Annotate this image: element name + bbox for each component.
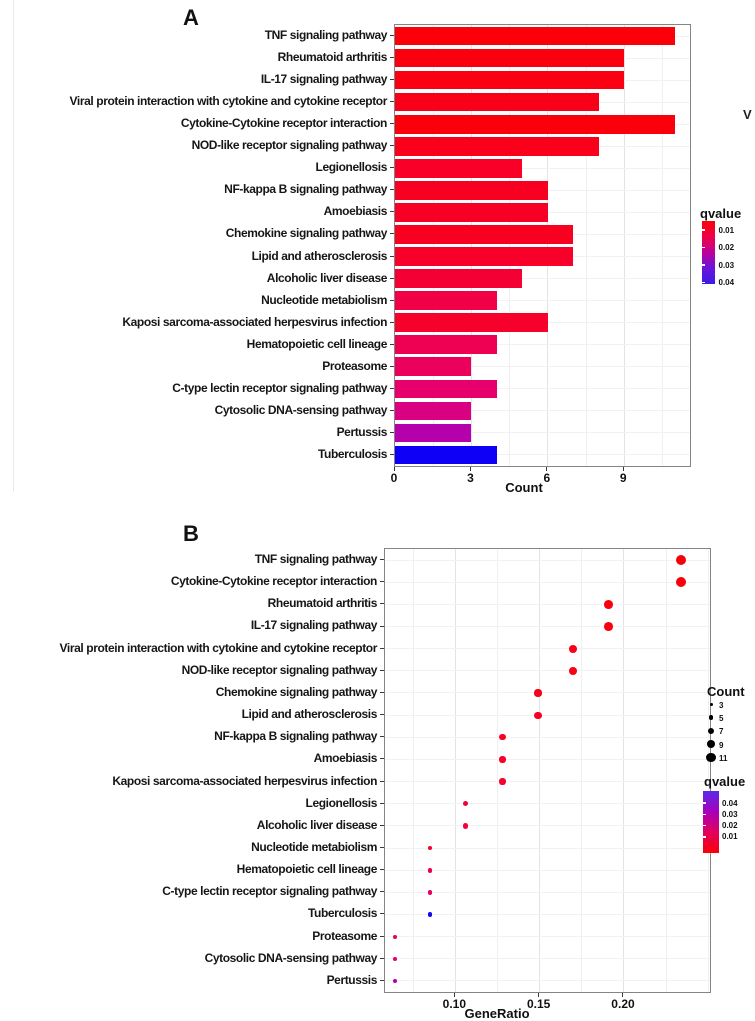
x-tick-label: 9 — [619, 471, 627, 485]
dot — [534, 712, 541, 719]
gridline-horizontal — [385, 626, 710, 627]
pathway-label: Alcoholic liver disease — [256, 817, 377, 832]
x-tick-label: 0.10 — [442, 997, 467, 1011]
gridline-vertical — [666, 549, 667, 992]
pathway-label: Rheumatoid arthritis — [267, 596, 377, 611]
cropped-edge-text: V — [743, 107, 752, 122]
gridline-horizontal — [385, 648, 710, 649]
dot — [499, 734, 505, 740]
x-axis-title: Count — [505, 480, 543, 495]
legend-qvalue-tick-label: 0.02 — [722, 821, 738, 831]
gridline-horizontal — [385, 781, 710, 782]
gridline-horizontal — [385, 803, 710, 804]
dot — [393, 957, 397, 961]
gridline-horizontal — [385, 914, 710, 915]
panel-a-letter: A — [183, 5, 199, 30]
legend-count-label: 11 — [719, 754, 728, 764]
y-tick-mark — [380, 714, 384, 715]
gridline-horizontal — [385, 870, 710, 871]
legend-gradient-tick-mark — [703, 802, 706, 804]
legend-count-dot — [707, 740, 715, 748]
dot — [604, 600, 613, 609]
dot — [393, 935, 397, 939]
gridline-horizontal — [385, 892, 710, 893]
pathway-label: NOD-like receptor signaling pathway — [191, 138, 387, 153]
dot — [393, 979, 397, 983]
legend-qvalue-title: qvalue — [700, 206, 742, 221]
y-tick-mark — [380, 581, 384, 582]
gridline-vertical — [539, 549, 540, 992]
dot — [676, 577, 686, 587]
pathway-label: Cytosolic DNA-sensing pathway — [214, 402, 387, 417]
gridline-horizontal — [385, 848, 710, 849]
y-tick-mark — [380, 648, 384, 649]
pathway-label: Chemokine signaling pathway — [225, 226, 387, 241]
legend-qvalue-tick-label: 0.04 — [722, 798, 738, 808]
gridline-horizontal — [385, 759, 710, 760]
pathway-label: Hematopoietic cell lineage — [236, 862, 377, 877]
pathway-label: Rheumatoid arthritis — [277, 50, 387, 65]
y-tick-mark — [380, 603, 384, 604]
legend-count-dot — [708, 728, 714, 734]
gridline-horizontal — [385, 958, 710, 959]
pathway-label: Lipid and atherosclerosis — [241, 707, 377, 722]
legend-count-dot — [709, 715, 714, 720]
gridline-horizontal — [385, 692, 710, 693]
legend-qvalue-tick-label: 0.01 — [722, 832, 738, 842]
pathway-label: Tuberculosis — [308, 906, 377, 921]
pathway-label: Viral protein interaction with cytokine and cytokine receptor — [69, 94, 387, 109]
pathway-label: Viral protein interaction with cytokine and cytokine receptor — [59, 640, 377, 655]
gridline-vertical — [413, 549, 414, 992]
pathway-label: Nucleotide metabiolism — [261, 292, 387, 307]
dot — [463, 823, 469, 829]
dot — [569, 645, 577, 653]
pathway-label: Lipid and atherosclerosis — [251, 248, 387, 263]
gridline-horizontal — [385, 980, 710, 981]
pathway-label: IL-17 signaling pathway — [260, 72, 387, 87]
pathway-label: Tuberculosis — [318, 446, 387, 461]
gridline-vertical — [497, 549, 498, 992]
pathway-label: Legionellosis — [315, 160, 387, 175]
pathway-label: Amoebiasis — [313, 751, 377, 766]
pathway-label: Alcoholic liver disease — [266, 270, 387, 285]
pathway-label: Proteasome — [312, 928, 377, 943]
pathway-label: Proteasome — [322, 358, 387, 373]
legend-count-dot — [706, 753, 715, 762]
gridline-vertical — [581, 549, 582, 992]
panel-b-letter: B — [183, 521, 199, 546]
legend-gradient-tick-mark — [703, 814, 706, 816]
pathway-label: Nucleotide metabiolism — [251, 839, 377, 854]
pathway-label: C-type lectin receptor signaling pathway — [172, 380, 387, 395]
pathway-label: Kaposi sarcoma-associated herpesvirus infection — [122, 314, 387, 329]
y-tick-mark — [380, 913, 384, 914]
pathway-label: TNF signaling pathway — [254, 552, 377, 566]
dot — [428, 912, 433, 917]
y-tick-mark — [380, 670, 384, 671]
x-tick-label: 0.15 — [526, 997, 551, 1011]
pathway-label: IL-17 signaling pathway — [250, 618, 377, 633]
dot — [569, 667, 577, 675]
legend-qvalue-gradient — [703, 791, 719, 853]
x-tick-label: 6 — [543, 471, 551, 485]
legend-count-label: 9 — [719, 740, 724, 750]
gridline-horizontal — [385, 737, 710, 738]
pathway-label: Amoebiasis — [323, 204, 387, 219]
pathway-label: Legionellosis — [305, 795, 377, 810]
pathway-label: Chemokine signaling pathway — [215, 684, 377, 699]
x-tick-label: 0.20 — [611, 997, 635, 1011]
legend-qvalue-tick-label: 0.02 — [718, 243, 735, 252]
pathway-label: Cytosolic DNA-sensing pathway — [204, 950, 377, 965]
y-tick-mark — [380, 847, 384, 848]
dot — [676, 555, 686, 565]
y-tick-mark — [380, 781, 384, 782]
legend-count-label: 7 — [719, 727, 724, 737]
dot-plot-area — [384, 548, 711, 993]
pathway-label: NF-kappa B signaling pathway — [224, 182, 387, 197]
legend-gradient-tick-mark — [703, 825, 706, 827]
pathway-label: Pertussis — [336, 424, 387, 439]
x-tick-label: 3 — [467, 471, 474, 485]
gridline-horizontal — [385, 604, 710, 605]
dot — [428, 868, 433, 873]
y-tick-mark — [380, 980, 384, 981]
y-tick-mark — [380, 869, 384, 870]
pathway-label: Cytokine-Cytokine receptor interaction — [180, 116, 387, 131]
y-tick-mark — [380, 736, 384, 737]
legend-qvalue-tick-label: 0.03 — [718, 260, 735, 270]
gridline-vertical — [623, 549, 624, 992]
dot — [428, 890, 433, 895]
pathway-label: C-type lectin receptor signaling pathway — [162, 884, 377, 899]
pathway-label: TNF signaling pathway — [264, 28, 387, 42]
pathway-label: NOD-like receptor signaling pathway — [181, 662, 377, 677]
gridline-vertical — [708, 549, 709, 992]
gridline-horizontal — [385, 560, 710, 561]
gridline-horizontal — [385, 582, 710, 583]
legend-qvalue-title: qvalue — [704, 774, 746, 789]
dot — [499, 756, 505, 762]
dot — [463, 801, 469, 807]
gridline-horizontal — [385, 936, 710, 937]
pathway-label: Hematopoietic cell lineage — [246, 336, 387, 351]
y-tick-mark — [380, 758, 384, 759]
gridline-horizontal — [385, 670, 710, 671]
legend-count-label: 5 — [719, 713, 724, 723]
pathway-label: Cytokine-Cytokine receptor interaction — [170, 574, 377, 589]
y-tick-mark — [380, 559, 384, 560]
dot — [499, 778, 505, 784]
legend-count-label: 3 — [719, 700, 724, 710]
legend-qvalue-tick-label: 0.04 — [718, 278, 735, 287]
gridline-vertical — [455, 549, 456, 992]
legend-gradient-tick-mark — [703, 836, 706, 838]
pathway-label: NF-kappa B signaling pathway — [214, 729, 377, 744]
dot — [604, 622, 613, 631]
gridline-horizontal — [385, 825, 710, 826]
legend-count-dot — [710, 703, 713, 706]
pathway-label: Kaposi sarcoma-associated herpesvirus infection — [112, 773, 377, 788]
y-tick-mark — [380, 825, 384, 826]
gridline-horizontal — [385, 715, 710, 716]
y-tick-mark — [380, 958, 384, 959]
legend-qvalue-tick-label: 0.01 — [718, 225, 735, 235]
x-tick-label: 0 — [390, 471, 398, 485]
y-tick-mark — [380, 803, 384, 804]
y-tick-mark — [380, 936, 384, 937]
x-axis-title: GeneRatio — [464, 1006, 530, 1021]
pathway-label: Pertussis — [326, 972, 377, 987]
y-tick-mark — [380, 626, 384, 627]
legend-count-title: Count — [707, 684, 745, 699]
y-tick-mark — [380, 891, 384, 892]
dot — [534, 689, 541, 696]
dot — [428, 846, 433, 851]
legend-qvalue-tick-label: 0.03 — [722, 809, 738, 819]
y-tick-mark — [380, 692, 384, 693]
